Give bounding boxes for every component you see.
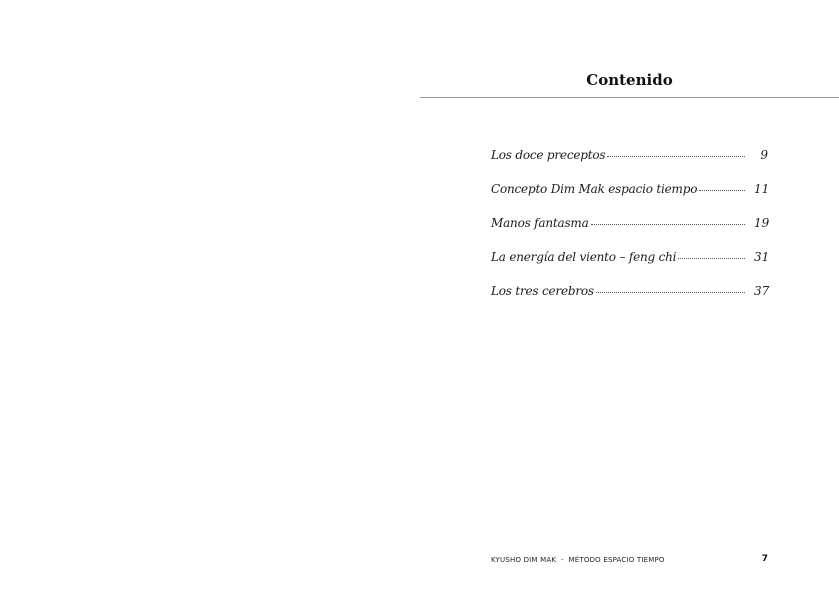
running-footer-title: KYUSHO DIM MAK - MÉTODO ESPACIO TIEMPO <box>491 556 665 564</box>
toc-entry[interactable] <box>491 250 768 284</box>
toc-leader-dots <box>591 223 745 225</box>
title-rule <box>420 97 839 98</box>
table-of-contents <box>491 148 768 318</box>
toc-leader-dots <box>607 155 745 157</box>
toc-entry[interactable] <box>491 148 768 182</box>
toc-title: Contenido <box>586 71 673 89</box>
toc-leader-dots <box>596 291 745 293</box>
page-number: 7 <box>761 554 768 564</box>
toc-entry-page: 31 <box>754 250 770 264</box>
toc-leader-dots <box>678 257 745 259</box>
toc-entry[interactable] <box>491 182 768 216</box>
toc-entry-page: 11 <box>754 182 770 196</box>
toc-entry[interactable] <box>491 216 768 250</box>
toc-entry-label: Los tres cerebros <box>491 284 594 298</box>
toc-leader-dots <box>699 189 745 191</box>
toc-entry-page: 19 <box>754 216 770 230</box>
toc-entry-label: Manos fantasma <box>491 216 589 230</box>
toc-entry-label: La energía del viento – feng chi <box>491 250 677 264</box>
toc-entry-page: 9 <box>760 148 768 162</box>
toc-entry-page: 37 <box>754 284 770 298</box>
toc-entry-label: Concepto Dim Mak espacio tiempo <box>491 182 698 196</box>
toc-entry[interactable] <box>491 284 768 318</box>
toc-entry-label: Los doce preceptos <box>491 148 606 162</box>
